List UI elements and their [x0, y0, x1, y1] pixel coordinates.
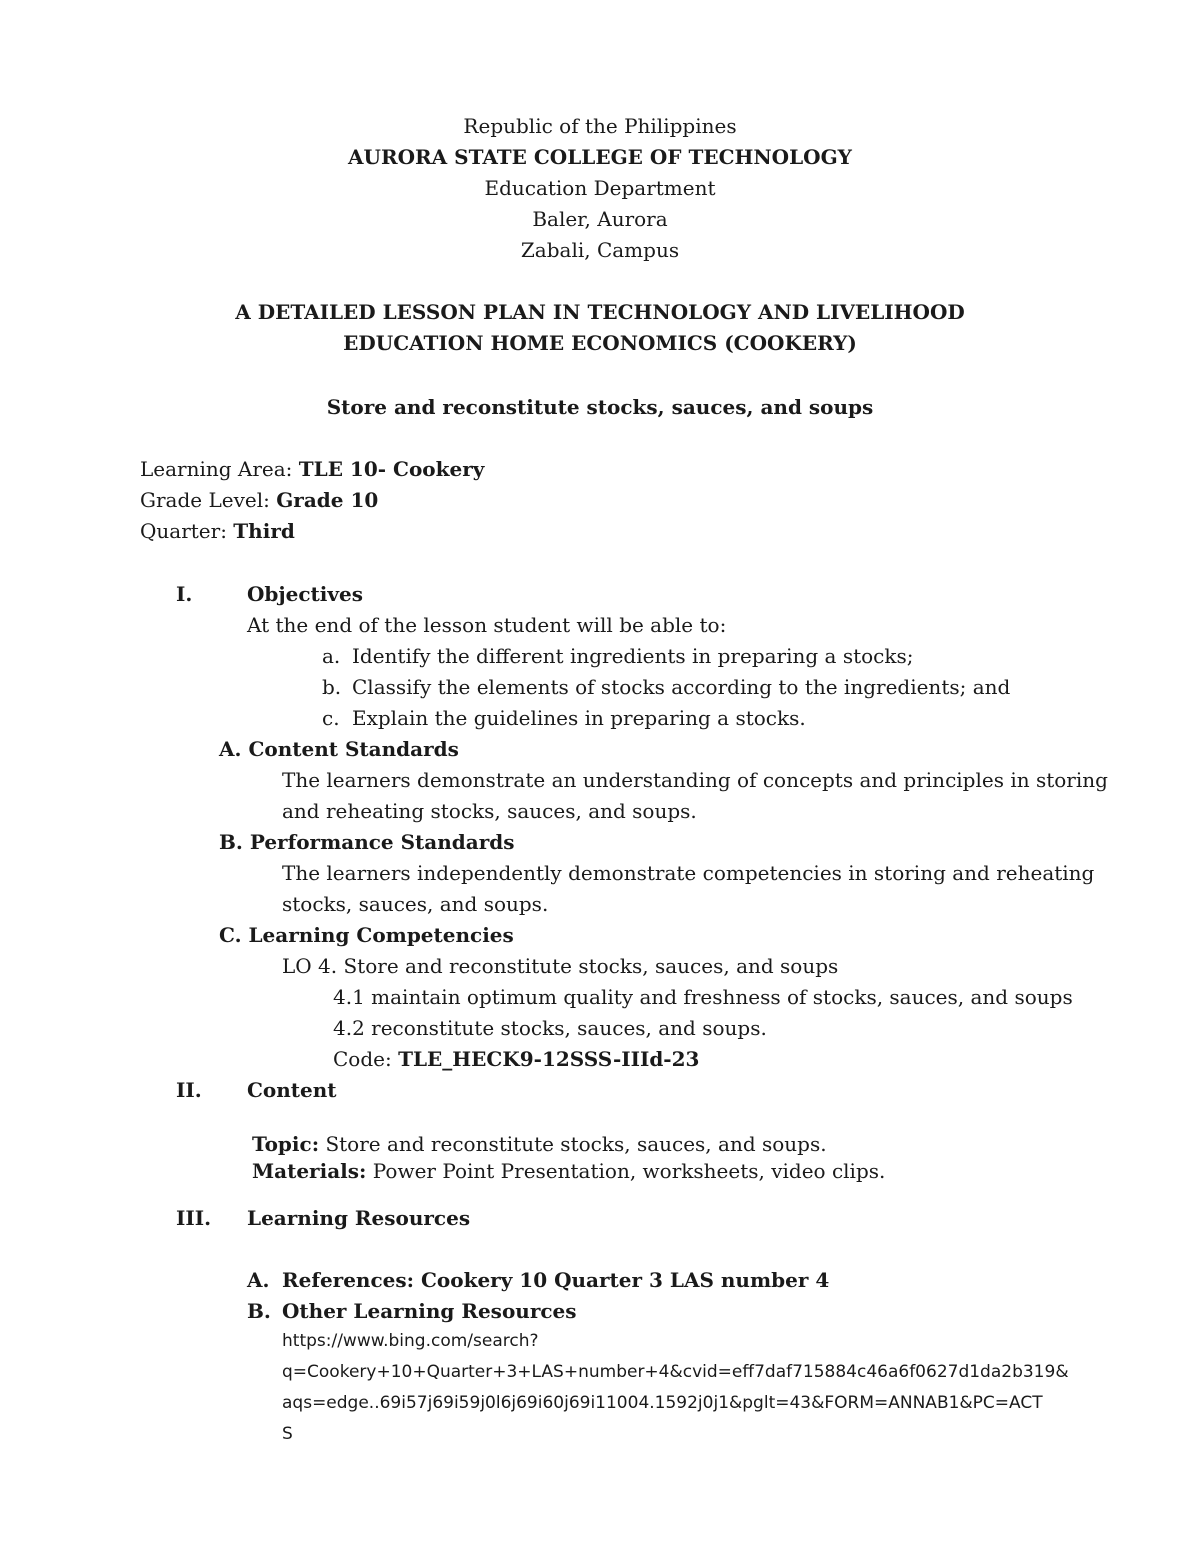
content-standards-line-1: The learners demonstrate an understanding of concepts and principles in storing — [282, 768, 1108, 792]
competency-lo: LO 4. Store and reconstitute stocks, sauces, and soups — [282, 954, 839, 978]
references-text: References: Cookery 10 Quarter 3 LAS number 4 — [282, 1268, 830, 1292]
title-line-1: A DETAILED LESSON PLAN IN TECHNOLOGY AND LIVELIHOOD — [235, 300, 965, 324]
learning-area-label: Learning Area: — [140, 457, 293, 481]
grade-level-value: Grade 10 — [276, 488, 379, 512]
competency-item-1: 4.1 maintain optimum quality and freshness of stocks, sauces, and soups — [333, 985, 1073, 1009]
header-republic: Republic of the Philippines — [463, 114, 737, 138]
header-college: AURORA STATE COLLEGE OF TECHNOLOGY — [348, 145, 852, 169]
section-3-numeral: III. — [176, 1206, 212, 1230]
grade-level-label: Grade Level: — [140, 488, 270, 512]
grade-level — [140, 490, 378, 510]
materials-value: Power Point Presentation, worksheets, video clips. — [372, 1159, 886, 1183]
header-campus: Zabali, Campus — [520, 238, 680, 262]
content-topic — [252, 1134, 827, 1154]
quarter — [140, 521, 295, 541]
learning-area-value: TLE 10- Cookery — [298, 457, 485, 481]
resource-url-line-2[interactable]: q=Cookery+10+Quarter+3+LAS+number+4&cvid=eff7daf715884c46a6f0627d1da2b319& — [282, 1362, 1069, 1382]
header-location: Baler, Aurora — [532, 207, 668, 231]
quarter-label: Quarter: — [140, 519, 227, 543]
objective-a-text: Identify the different ingredients in preparing a stocks; — [352, 644, 914, 668]
content-standards-line-2: and reheating stocks, sauces, and soups. — [282, 799, 697, 823]
objective-a-marker: a. — [322, 644, 341, 668]
code-label: Code: — [333, 1047, 392, 1071]
performance-standards-line-2: stocks, sauces, and soups. — [282, 892, 549, 916]
topic-label: Topic: — [252, 1132, 320, 1156]
performance-standards-heading: B. Performance Standards — [219, 830, 515, 854]
title-line-2: EDUCATION HOME ECONOMICS (COOKERY) — [343, 331, 857, 355]
section-2-numeral: II. — [176, 1078, 202, 1102]
other-resources-text: Other Learning Resources — [282, 1299, 577, 1323]
quarter-value: Third — [233, 519, 295, 543]
objective-b-text: Classify the elements of stocks according to the ingredients; and — [352, 675, 1011, 699]
topic-value: Store and reconstitute stocks, sauces, and soups. — [325, 1132, 827, 1156]
learning-area — [140, 459, 484, 479]
resource-url-line-3[interactable]: aqs=edge..69i57j69i59j0l6j69i60j69i11004.1592j0j1&pglt=43&FORM=ANNAB1&PC=ACT — [282, 1393, 1043, 1413]
objective-b-marker: b. — [322, 675, 342, 699]
header-department: Education Department — [484, 176, 716, 200]
objective-c-text: Explain the guidelines in preparing a stocks. — [352, 706, 806, 730]
section-2-title: Content — [247, 1078, 337, 1102]
section-1-title: Objectives — [247, 582, 363, 606]
content-standards-heading: A. Content Standards — [219, 737, 459, 761]
lesson-subtitle: Store and reconstitute stocks, sauces, and soups — [326, 395, 874, 419]
competency-code — [333, 1049, 699, 1069]
competency-item-2: 4.2 reconstitute stocks, sauces, and soups. — [333, 1016, 767, 1040]
other-resources-marker: B. — [247, 1299, 271, 1323]
section-1-numeral: I. — [176, 582, 193, 606]
content-materials — [252, 1161, 885, 1181]
references-marker: A. — [247, 1268, 270, 1292]
code-value: TLE_HECK9-12SSS-IIId-23 — [398, 1047, 700, 1071]
resource-url-line-1[interactable]: https://www.bing.com/search? — [282, 1331, 539, 1351]
learning-competencies-heading: C. Learning Competencies — [219, 923, 514, 947]
objectives-intro: At the end of the lesson student will be able to: — [247, 613, 727, 637]
materials-label: Materials: — [252, 1159, 367, 1183]
objective-c-marker: c. — [322, 706, 340, 730]
resource-url-line-4[interactable]: S — [282, 1424, 293, 1444]
section-3-title: Learning Resources — [247, 1206, 471, 1230]
performance-standards-line-1: The learners independently demonstrate competencies in storing and reheating — [282, 861, 1095, 885]
